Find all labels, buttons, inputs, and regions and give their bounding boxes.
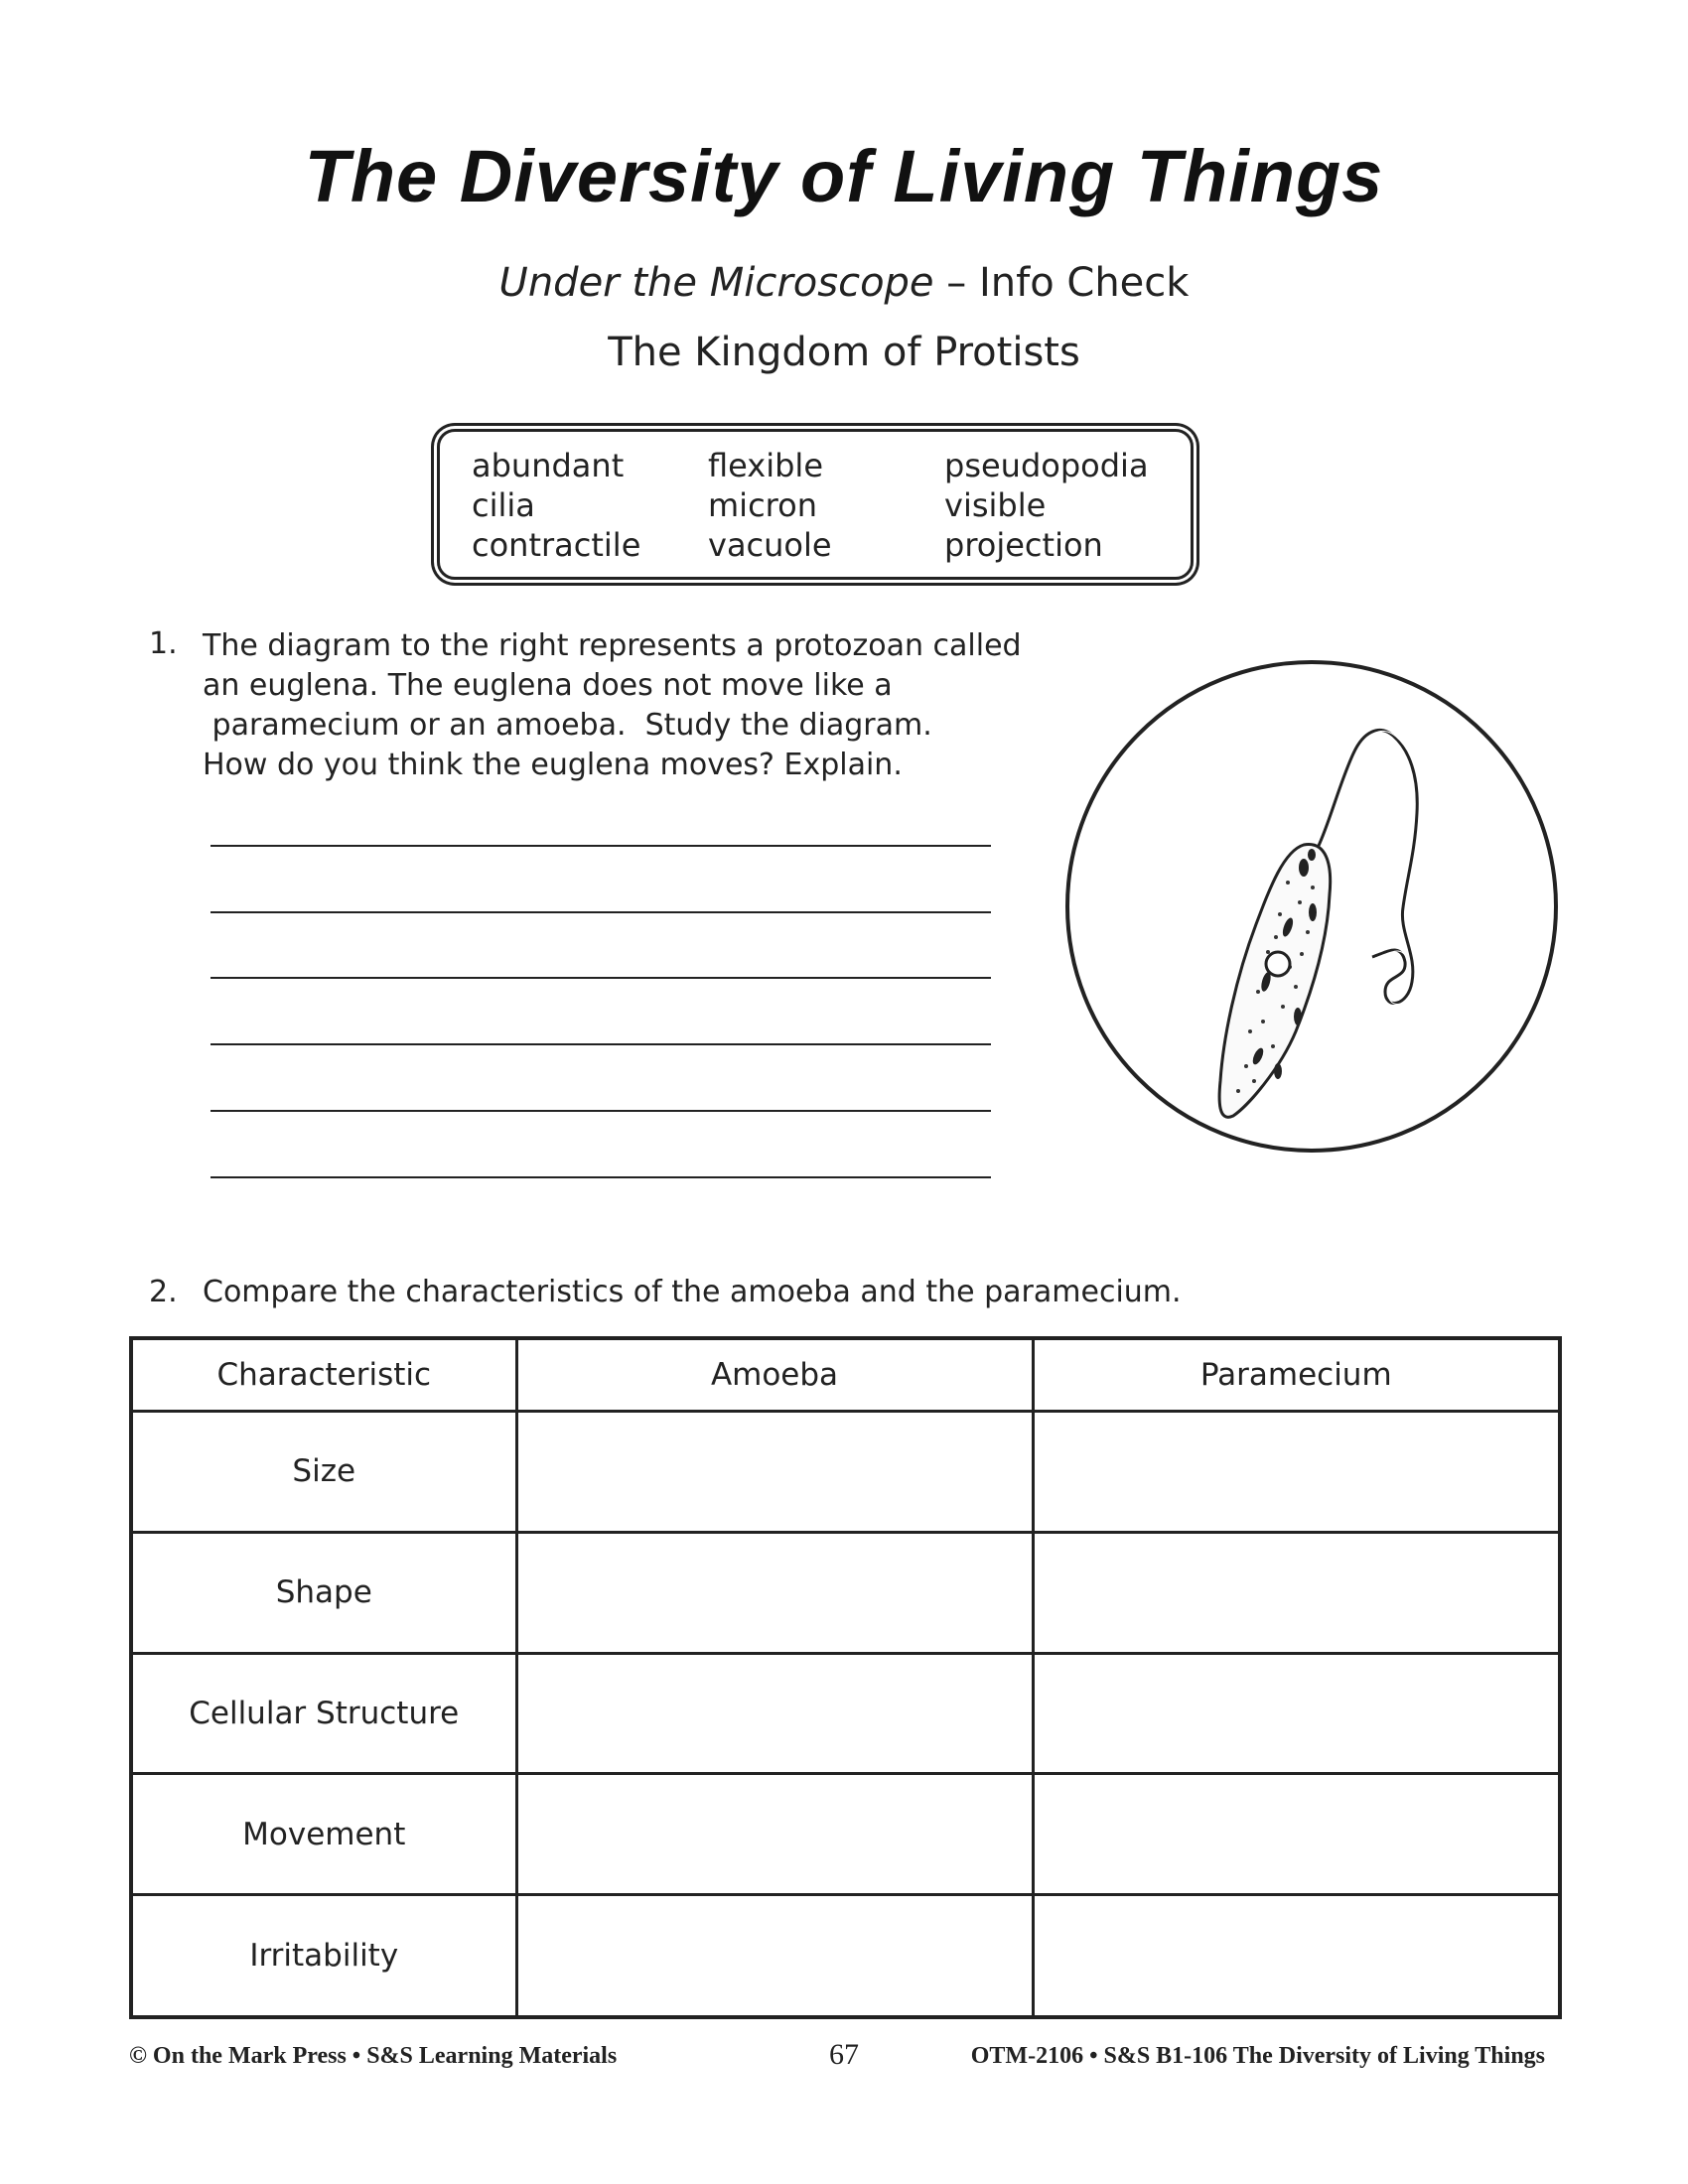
word-bank-word: projection	[944, 526, 1103, 564]
row-label: Size	[131, 1412, 516, 1533]
answer-cell-paramecium[interactable]	[1033, 1774, 1560, 1895]
answer-cell-amoeba[interactable]	[516, 1774, 1033, 1895]
word-bank-word: contractile	[472, 526, 641, 564]
answer-cell-amoeba[interactable]	[516, 1532, 1033, 1653]
microscope-view-circle	[1065, 660, 1558, 1153]
row-label: Cellular Structure	[131, 1653, 516, 1774]
row-label: Movement	[131, 1774, 516, 1895]
table-header-row	[131, 1338, 1560, 1412]
word-bank-word: vacuole	[708, 526, 832, 564]
word-bank-word: micron	[708, 486, 817, 524]
row-label: Irritability	[131, 1895, 516, 2017]
question-1-text	[203, 626, 1056, 785]
footer-product-code: OTM-2106 • S&S B1-106 The Diversity of Living Things	[970, 2043, 1545, 2069]
answer-line[interactable]	[211, 911, 991, 913]
question-2-number: 2.	[149, 1275, 178, 1309]
table-row	[131, 1774, 1560, 1895]
column-header-amoeba: Amoeba	[516, 1338, 1033, 1412]
table-row	[131, 1532, 1560, 1653]
table-row	[131, 1653, 1560, 1774]
answer-line[interactable]	[211, 845, 991, 847]
word-bank-word: visible	[944, 486, 1047, 524]
euglena-illustration	[1069, 664, 1562, 1157]
question-2-text: Compare the characteristics of the amoeba and the paramecium.	[203, 1275, 1182, 1309]
row-label: Shape	[131, 1532, 516, 1653]
section-heading: The Kingdom of Protists	[608, 330, 1080, 375]
answer-cell-paramecium[interactable]	[1033, 1412, 1560, 1533]
answer-cell-amoeba[interactable]	[516, 1412, 1033, 1533]
question-1-line: an euglena. The euglena does not move like a	[203, 668, 893, 703]
word-bank-column-1	[472, 446, 640, 565]
worksheet-subtitle	[0, 260, 1688, 306]
question-1-line: The diagram to the right represents a protozoan called	[203, 628, 1022, 663]
answer-line[interactable]	[211, 1043, 991, 1045]
subtitle-italic: Under the Microscope	[498, 260, 934, 306]
comparison-table	[129, 1336, 1562, 2019]
answer-cell-paramecium[interactable]	[1033, 1895, 1560, 2017]
footer-publisher: © On the Mark Press • S&S Learning Materials	[129, 2043, 618, 2069]
answer-line[interactable]	[211, 977, 991, 979]
page-title: The Diversity of Living Things	[304, 135, 1384, 217]
answer-line[interactable]	[211, 1176, 991, 1178]
word-bank-word: cilia	[472, 486, 535, 524]
word-bank-word: pseudopodia	[944, 447, 1149, 484]
column-header-characteristic: Characteristic	[131, 1338, 516, 1412]
word-bank-column-2	[708, 446, 832, 565]
word-bank	[437, 429, 1194, 580]
question-1-number: 1.	[149, 626, 178, 661]
word-bank-word: abundant	[472, 447, 625, 484]
answer-line[interactable]	[211, 1110, 991, 1112]
word-bank-word: flexible	[708, 447, 823, 484]
answer-cell-amoeba[interactable]	[516, 1895, 1033, 2017]
answer-cell-paramecium[interactable]	[1033, 1532, 1560, 1653]
column-header-paramecium: Paramecium	[1033, 1338, 1560, 1412]
subtitle-rest: – Info Check	[933, 260, 1190, 306]
question-1-line: How do you think the euglena moves? Explain.	[203, 748, 903, 782]
word-bank-column-3	[944, 446, 1149, 565]
table-row	[131, 1412, 1560, 1533]
answer-cell-paramecium[interactable]	[1033, 1653, 1560, 1774]
table-row	[131, 1895, 1560, 2017]
answer-cell-amoeba[interactable]	[516, 1653, 1033, 1774]
question-1-line: paramecium or an amoeba. Study the diagram.	[203, 708, 932, 743]
page-number: 67	[829, 2038, 859, 2071]
